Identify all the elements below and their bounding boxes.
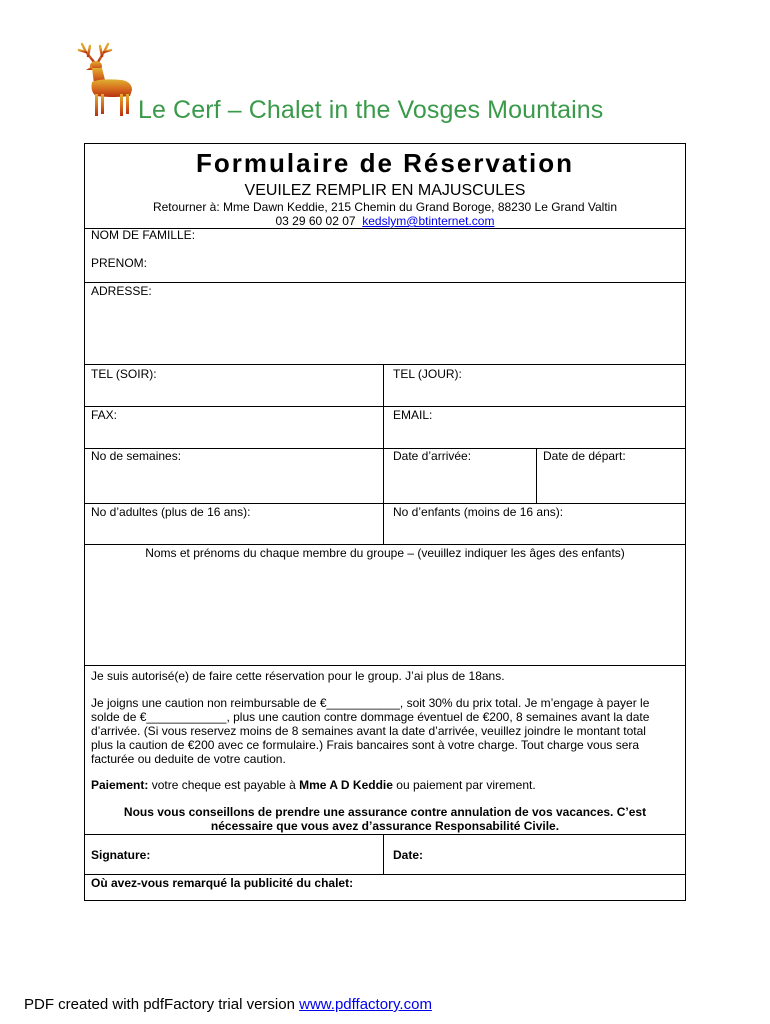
site-title: Le Cerf – Chalet in the Vosges Mountains — [138, 96, 604, 124]
form-title: Formulaire de Réservation — [196, 148, 574, 178]
reservation-form — [84, 143, 686, 901]
return-address: Retourner à: Mme Dawn Keddie, 215 Chemin du Grand Boroge, 88230 Le Grand Valtin — [152, 200, 618, 214]
deer-icon — [76, 40, 138, 118]
label-membres: Noms et prénoms du chaque membre du groupe – (veuillez indiquer les âges des enfants) — [145, 546, 625, 560]
label-depart: Date de départ: — [543, 449, 626, 463]
paiement-line: Paiement: votre cheque est payable à Mme A D Keddie ou paiement par virement. — [91, 778, 536, 792]
pdffactory-link[interactable]: www.pdffactory.com — [299, 996, 432, 1013]
statement-autorisation: Je suis autorisé(e) de faire cette réservation pour le group. J’ai plus de 18ans. — [91, 669, 505, 683]
phone-number: 03 29 60 02 07 — [275, 214, 356, 228]
label-tel-soir: TEL (SOIR): — [91, 367, 157, 381]
label-signature: Signature: — [91, 848, 151, 862]
label-adresse: ADRESSE: — [91, 284, 152, 298]
contact-line — [85, 214, 685, 228]
pdf-footer: PDF created with pdfFactory trial version www.pdffactory.com — [24, 996, 432, 1013]
label-publicite: Où avez-vous remarqué la publicité du chalet: — [91, 876, 354, 890]
assurance-note: Nous vous conseillons de prendre une assurance contre annulation de vos vacances. C’est nécessaire que vous avez d’assurance Responsabilité Civile. — [123, 805, 647, 833]
statement-caution: Je joigns une caution non reimbursable de €___________, soit 30% du prix total. Je m’engage à payer le solde de €____________, plus une caution contre dommage éventuel de €200, 8 semaines avant la date d’arrivée. (Si vous reservez moins de 8 semaines avant la date d’arrivée, veuillez joindre le montant total plus la caution de €200 avec ce formulaire.) Frais bancaires sont à votre charge. Tout charge vous sera facturée ou deduite de votre caution. — [91, 696, 650, 766]
form-subtitle: VEUILEZ REMPLIR EN MAJUSCULES — [244, 182, 526, 199]
paiement-payee: Mme A D Keddie — [299, 778, 393, 792]
label-tel-jour: TEL (JOUR): — [393, 367, 462, 381]
label-fax: FAX: — [91, 408, 118, 422]
email-link[interactable]: kedslym@btinternet.com — [362, 214, 495, 228]
label-arrivee: Date d’arrivée: — [393, 449, 472, 463]
label-enfants: No d’enfants (moins de 16 ans): — [393, 505, 564, 519]
label-email: EMAIL: — [393, 408, 433, 422]
label-nom: NOM DE FAMILLE: — [91, 228, 196, 242]
label-prenom: PRENOM: — [91, 256, 148, 270]
paiement-label: Paiement: — [91, 778, 149, 792]
label-date: Date: — [393, 848, 424, 862]
label-semaines: No de semaines: — [91, 449, 182, 463]
label-adultes: No d’adultes (plus de 16 ans): — [91, 505, 251, 519]
